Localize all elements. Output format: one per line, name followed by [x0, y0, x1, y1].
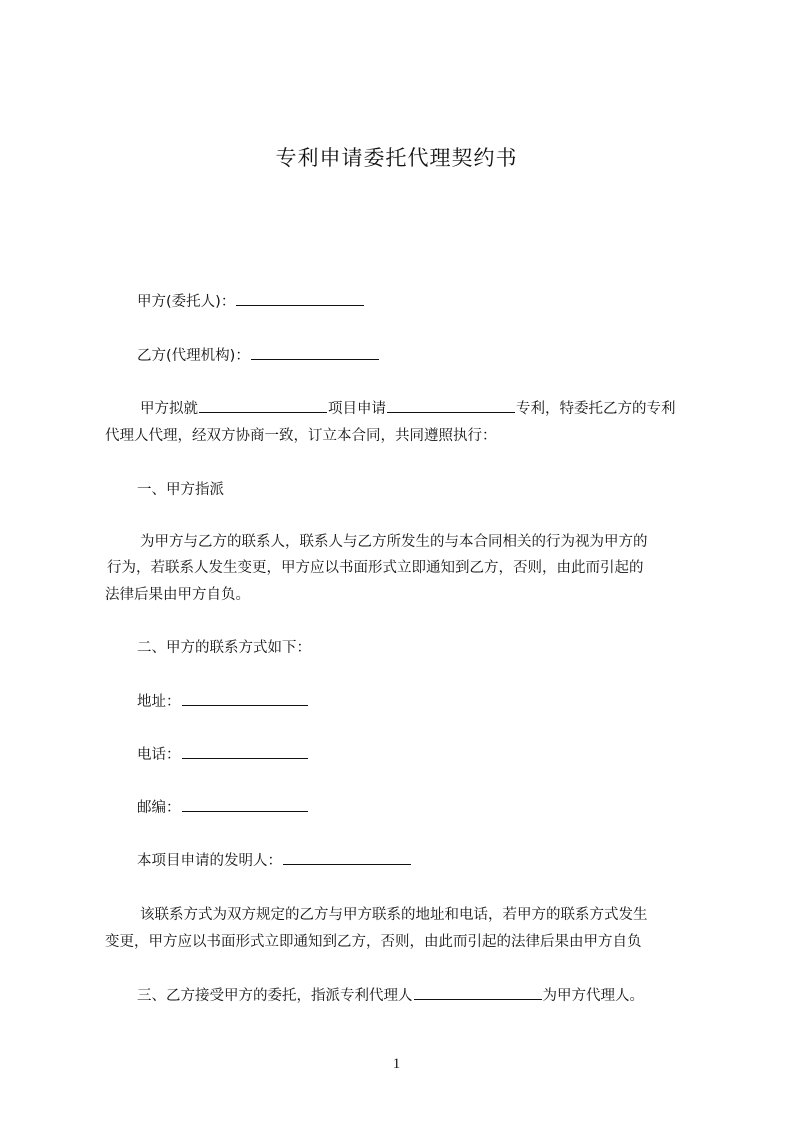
section1-line-3: 法律后果由甲方自负。 — [105, 587, 250, 603]
party-a-blank — [236, 291, 364, 306]
postcode-line — [137, 797, 309, 818]
inventor-label: 本项目申请的发明人： — [137, 853, 282, 869]
postcode-label: 邮编： — [137, 800, 181, 816]
party-a-label: 甲方(委托人)： — [137, 294, 236, 310]
section2-heading: 二、甲方的联系方式如下： — [137, 640, 311, 656]
agent-blank — [414, 985, 542, 1000]
party-a-line — [137, 291, 365, 312]
patent-type-blank — [387, 398, 515, 413]
contact-note-line-1: 该联系方式为双方规定的乙方与甲方联系的地址和电话，若甲方的联系方式发生 — [140, 907, 648, 923]
postcode-blank — [182, 797, 308, 812]
address-label: 地址： — [137, 694, 181, 710]
phone-blank — [182, 744, 308, 759]
intro-line-2: 代理人代理，经双方协商一致，订立本合同，共同遵照执行： — [105, 428, 497, 444]
section1-line-1: 为甲方与乙方的联系人，联系人与乙方所发生的与本合同相关的行为视为甲方的 — [140, 534, 648, 550]
intro-seg-2: 项目申请 — [328, 401, 386, 417]
address-blank — [182, 691, 308, 706]
contact-note-line-2: 变更，甲方应以书面形式立即通知到乙方，否则，由此而引起的法律后果由甲方自负 — [105, 934, 642, 950]
document-title: 专利申请委托代理契约书 — [275, 146, 518, 170]
intro-seg-3: 专利，特委托乙方的专利 — [516, 401, 676, 417]
section3-line — [137, 985, 644, 1006]
intro-line-1 — [140, 398, 676, 419]
inventor-blank — [283, 850, 411, 865]
section3-seg-1: 三、乙方接受甲方的委托，指派专利代理人 — [137, 988, 413, 1004]
section3-seg-2: 为甲方代理人。 — [542, 988, 644, 1004]
section1-line-2: 行为，若联系人发生变更，甲方应以书面形式立即通知到乙方，否则，由此而引起的 — [107, 560, 644, 576]
intro-seg-1: 甲方拟就 — [140, 401, 198, 417]
address-line — [137, 691, 309, 712]
inventor-line — [137, 850, 412, 871]
project-blank — [199, 398, 327, 413]
party-b-line — [137, 345, 380, 366]
phone-line — [137, 744, 309, 765]
party-b-label: 乙方(代理机构)： — [137, 348, 250, 364]
party-b-blank — [251, 345, 379, 360]
section1-heading: 一、甲方指派 — [137, 482, 224, 498]
page-number: 1 — [392, 1056, 401, 1072]
phone-label: 电话： — [137, 747, 181, 763]
